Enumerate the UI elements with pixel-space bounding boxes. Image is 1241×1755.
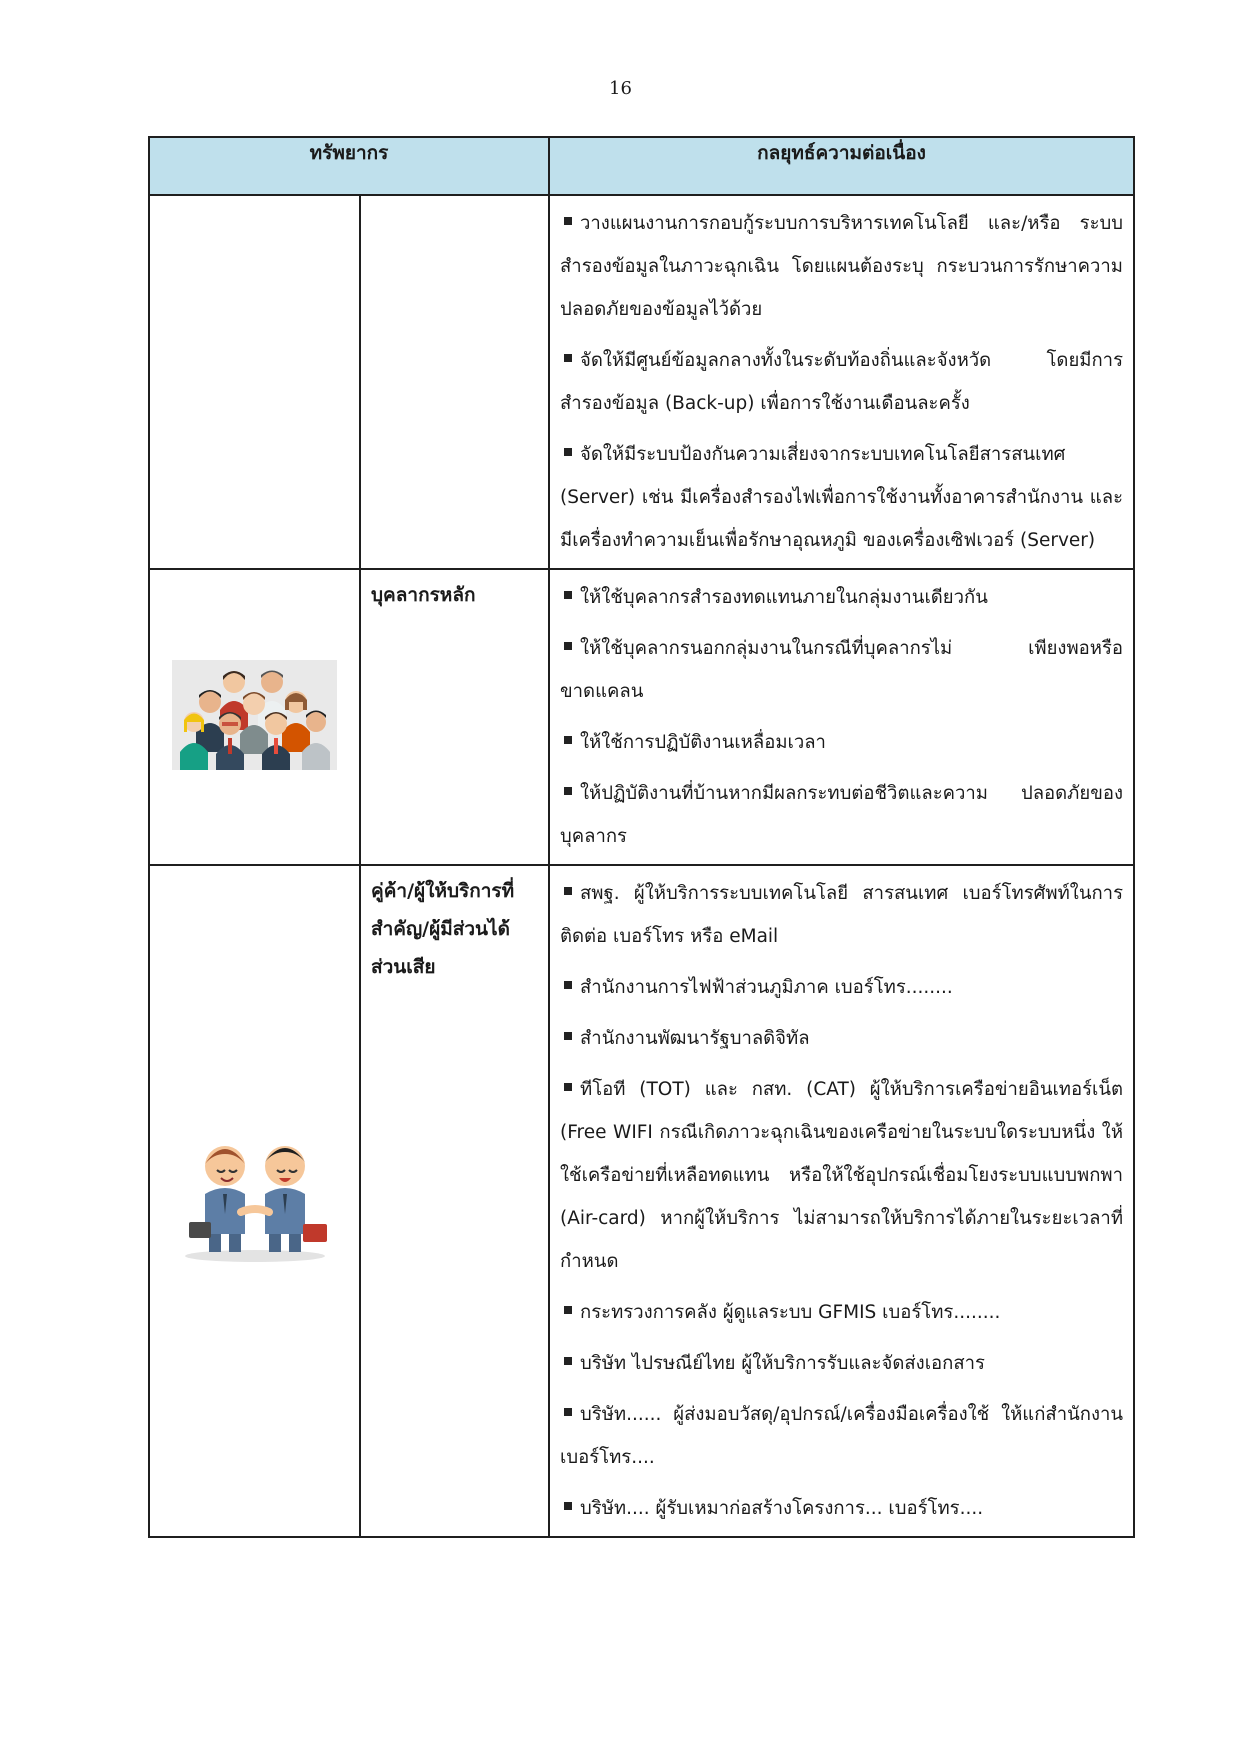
resource-label-cell: [360, 865, 549, 1537]
table-header-row: [149, 137, 1134, 195]
list-item: สำนักงานการไฟฟ้าส่วนภูมิภาค เบอร์โทร........: [560, 966, 1123, 1009]
bullet-icon: [564, 217, 572, 225]
image-cell-empty: [149, 195, 360, 569]
resource-label: บุคลากรหลัก: [371, 584, 476, 606]
image-cell: [149, 865, 360, 1537]
list-item: สพฐ. ผู้ให้บริการระบบเทคโนโลยี สารสนเทศ เบอร์โทรศัพท์ในการติดต่อ เบอร์โทร หรือ eMail: [560, 883, 1124, 947]
strategy-cell: [549, 865, 1134, 1537]
bullet-icon: [564, 787, 572, 795]
bullet-icon: [564, 1502, 572, 1510]
team-people-illustration: [172, 660, 337, 774]
list-item: จัดให้มีระบบป้องกันความเสี่ยงจากระบบเทคโนโลยีสารสนเทศ (Server) เช่น มีเครื่องสำรองไฟเพื่อการใช้งานทั้งอาคารสำนักงาน และมีเครื่องทำความเย็นเพื่อรักษาอุณหภูมิ ของเครื่องเซิฟเวอร์ (Server): [560, 444, 1124, 551]
list-item: บริษัท.... ผู้รับเหมาก่อสร้างโครงการ... เบอร์โทร....: [560, 1487, 1123, 1530]
table-row: [149, 569, 1134, 865]
list-item: จัดให้มีศูนย์ข้อมูลกลางทั้งในระดับท้องถิ่นและจังหวัด โดยมีการสำรองข้อมูล (Back-up) เพื่อการใช้งานเดือนละครั้ง: [560, 350, 1124, 414]
bullet-icon: [564, 448, 572, 456]
list-item: ให้ใช้บุคลากรสำรองทดแทนภายในกลุ่มงานเดียวกัน: [560, 576, 1123, 619]
resource-label-cell: [360, 569, 549, 865]
table-row: [149, 195, 1134, 569]
table-row: [149, 865, 1134, 1537]
bullet-icon: [564, 1357, 572, 1365]
handshake-businessmen-illustration: [175, 1134, 335, 1268]
list-item: กระทรวงการคลัง ผู้ดูแลระบบ GFMIS เบอร์โทร........: [560, 1291, 1123, 1334]
bullet-icon: [564, 887, 572, 895]
bullet-icon: [564, 1032, 572, 1040]
bullet-icon: [564, 642, 572, 650]
list-item: สำนักงานพัฒนารัฐบาลดิจิทัล: [560, 1017, 1123, 1060]
list-item: ให้ใช้การปฏิบัติงานเหลื่อมเวลา: [560, 721, 1123, 764]
bullet-icon: [564, 1408, 572, 1416]
bullet-icon: [564, 1306, 572, 1314]
resource-label-cell: [360, 195, 549, 569]
bullet-icon: [564, 1083, 572, 1091]
resource-label: คู่ค้า/ผู้ให้บริการที่สำคัญ/ผู้มีส่วนได้ส่วนเสีย: [371, 880, 515, 978]
list-item: ทีโอที (TOT) และ กสท. (CAT) ผู้ให้บริการเครือข่ายอินเทอร์เน็ต (Free WIFI กรณีเกิดภาวะฉุกเฉินของเครือข่ายในระบบใดระบบหนึ่ง ให้ใช้เครือข่ายที่เหลือทดแทน หรือให้ใช้อุปกรณ์เชื่อมโยงระบบแบบพกพา (Air-card) หากผู้ให้บริการ ไม่สามารถให้บริการได้ภายในระยะเวลาที่กำหนด: [560, 1079, 1124, 1272]
strategy-cell: [549, 195, 1134, 569]
bullet-icon: [564, 736, 572, 744]
list-item: วางแผนงานการกอบกู้ระบบการบริหารเทคโนโลยี และ/หรือ ระบบสำรองข้อมูลในภาวะฉุกเฉิน โดยแผนต้องระบุ กระบวนการรักษาความปลอดภัยของข้อมูลไว้ด้วย: [560, 213, 1124, 320]
list-item: ให้ปฏิบัติงานที่บ้านหากมีผลกระทบต่อชีวิตและความ ปลอดภัยของบุคลากร: [560, 783, 1124, 847]
bullet-icon: [564, 354, 572, 362]
continuity-strategy-table: [148, 136, 1135, 1538]
list-item: ให้ใช้บุคลากรนอกกลุ่มงานในกรณีที่บุคลากรไม่ เพียงพอหรือขาดแคลน: [560, 638, 1124, 702]
page-number: 16: [609, 78, 632, 99]
list-item: บริษัท ไปรษณีย์ไทย ผู้ให้บริการรับและจัดส่งเอกสาร: [560, 1342, 1123, 1385]
header-strategy: กลยุทธ์ความต่อเนื่อง: [549, 137, 1134, 195]
header-resource: ทรัพยากร: [149, 137, 549, 195]
image-cell: [149, 569, 360, 865]
list-item: บริษัท...... ผู้ส่งมอบวัสดุ/อุปกรณ์/เครื่องมือเครื่องใช้ ให้แก่สำนักงาน เบอร์โทร....: [560, 1404, 1124, 1468]
bullet-icon: [564, 591, 572, 599]
bullet-icon: [564, 981, 572, 989]
strategy-cell: [549, 569, 1134, 865]
